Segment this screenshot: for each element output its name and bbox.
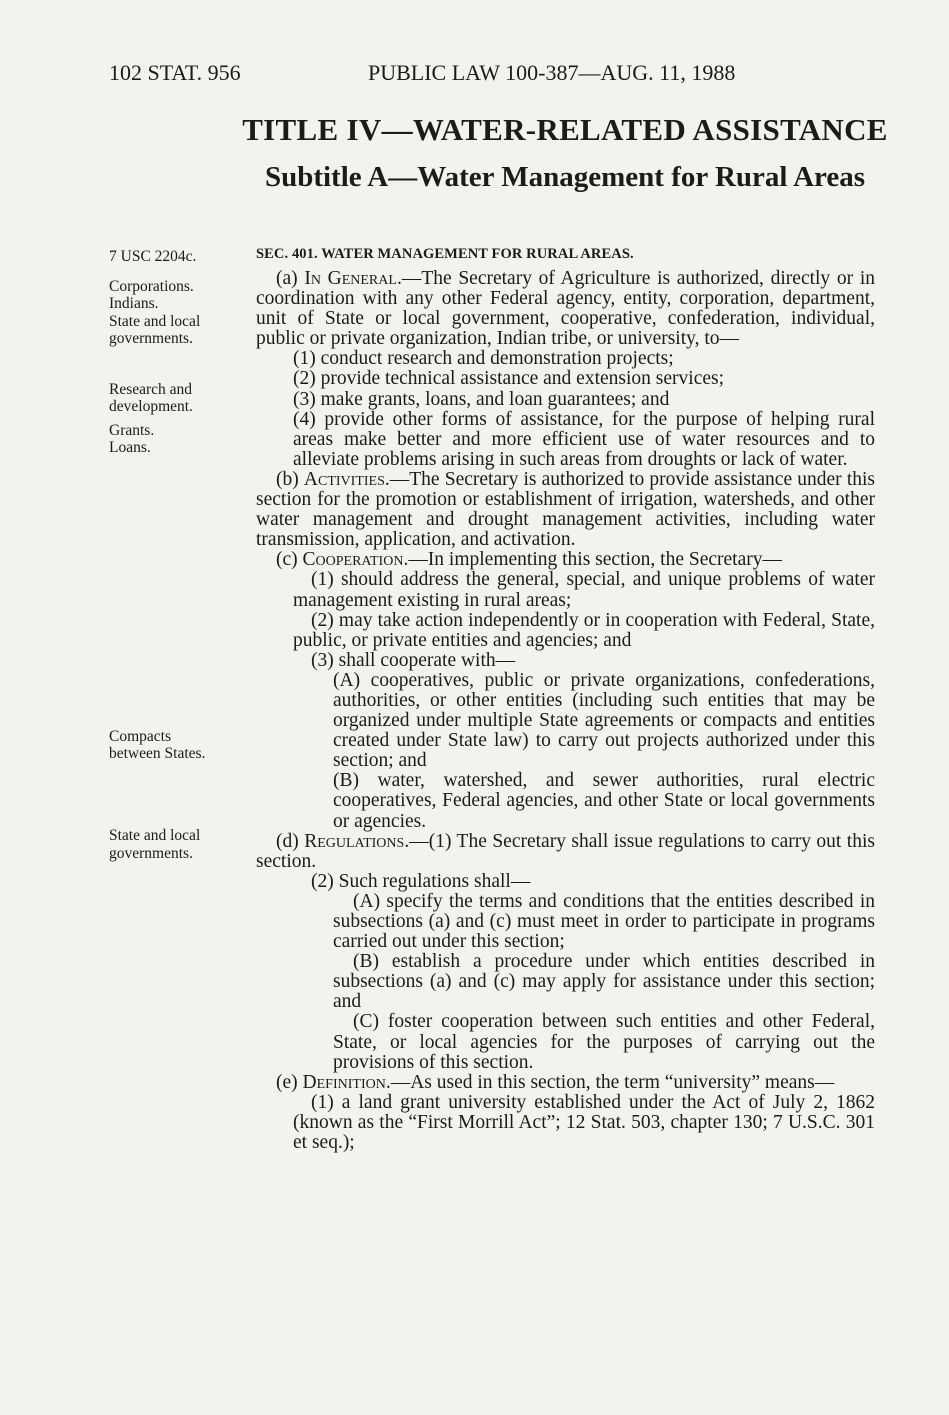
paragraph-a4: (4) provide other forms of assistance, for the purpose of helping rural areas make better and more efficient use of water resources and to alleviate problems arising in such areas from droughts or lack of water. (293, 408, 875, 470)
margin-note-usc: 7 USC 2204c. (109, 248, 197, 265)
subparagraph-d2A: (A) specify the terms and conditions that the entities described in subsections (a) and (c) must meet in order to participate in programs carried out under this section; (333, 890, 875, 953)
subsection-b-heading: Activities (303, 468, 385, 490)
margin-note-state-local-2a: State and local (109, 827, 201, 844)
paragraph-c3: (3) shall cooperate with— (311, 649, 516, 671)
paragraph-c2: (2) may take action independently or in cooperation with Federal, State, public, or private entities and agencies; and (293, 609, 875, 651)
margin-note-compacts-b: between States. (109, 745, 206, 762)
subsection-e-heading: Definition (302, 1071, 386, 1093)
subsection-c-text: .—In implementing this section, the Secretary— (403, 549, 782, 571)
margin-note-state-local-1a: State and local (109, 313, 201, 330)
section-body (256, 269, 875, 1153)
subsection-d-label: (d) (276, 830, 305, 852)
margin-note-research-a: Research and (109, 381, 193, 398)
paragraph-a3: (3) make grants, loans, and loan guarantees; and (293, 388, 670, 410)
subparagraph-d2B: (B) establish a procedure under which entities described in subsections (a) and (c) may apply for assistance under this section; and (333, 951, 875, 1013)
margin-note-state-local-1b: governments. (109, 330, 193, 347)
paragraph-a2: (2) provide technical assistance and extension services; (293, 368, 725, 390)
subsection-a-text: .—The Secretary of Agriculture is authorized, directly or in coordination with any other Federal agency, entity, corporation, department, unit of State or local government, cooperative, confederation, individual, public or private organization, Indian tribe, or university, to— (256, 268, 875, 350)
running-head: PUBLIC LAW 100-387—AUG. 11, 1988 (368, 60, 736, 85)
subsection-b (256, 470, 875, 550)
subsection-e-text: .—As used in this section, the term “university” means— (385, 1071, 835, 1093)
margin-note-grants: Grants. (109, 422, 155, 439)
margin-note-research-b: development. (109, 398, 193, 415)
subsection-d (256, 832, 875, 872)
subsection-e (256, 1073, 875, 1093)
subsection-b-text: .—The Secretary is authorized to provide assistance under this section for the promotion or establishment of irrigation, watersheds, and other water management and drought management activities, including water transmission, application, and activation. (256, 468, 876, 551)
margin-note-compacts-a: Compacts (109, 728, 171, 745)
subsection-c (256, 550, 875, 570)
margin-note-loans: Loans. (109, 439, 151, 456)
subsection-a-heading: In General (304, 268, 397, 289)
subsection-d-heading: Regulations (304, 830, 405, 852)
paragraph-a1: (1) conduct research and demonstration projects; (293, 348, 674, 370)
subsection-a (256, 269, 875, 349)
margin-note-indians: Indians. (109, 295, 159, 312)
subsection-d-text: .—(1) The Secretary shall issue regulations to carry out this section. (256, 830, 875, 872)
margin-note-corporations: Corporations. (109, 278, 194, 295)
title-heading: TITLE IV—WATER-RELATED ASSISTANCE (242, 112, 888, 147)
subsection-c-label: (c) (276, 549, 303, 571)
subsection-c-heading: Cooperation (302, 549, 404, 571)
paragraph-c1: (1) should address the general, special, and unique problems of water management existing in rural areas; (293, 569, 875, 611)
subparagraph-c3A: (A) cooperatives, public or private organizations, confederations, authorities, or other entities (including such entities that may be organized under multiple State agreements or compacts and entities created under State law) to carry out projects authorized under this section; and (333, 669, 875, 772)
subparagraph-c3B: (B) water, watershed, and sewer authorities, rural electric cooperatives, Federal agencies, and other State or local governments or agencies. (333, 770, 875, 832)
section-heading: SEC. 401. WATER MANAGEMENT FOR RURAL AREAS. (256, 246, 634, 262)
paragraph-e1: (1) a land grant university established under the Act of July 2, 1862 (known as the “First Morrill Act”; 12 Stat. 503, chapter 130; 7 U.S.C. 301 et seq.); (293, 1091, 875, 1154)
paragraph-d2: (2) Such regulations shall— (311, 870, 531, 892)
subsection-b-label: (b) (276, 468, 304, 490)
page-stat-number: 102 STAT. 956 (109, 60, 241, 85)
subsection-a-label: (a) (276, 268, 305, 289)
subparagraph-d2C: (C) foster cooperation between such entities and other Federal, State, or local agencies for the purposes of carrying out the provisions of this section. (333, 1011, 875, 1073)
subtitle-heading: Subtitle A—Water Management for Rural Areas (264, 161, 866, 193)
margin-note-state-local-2b: governments. (109, 845, 193, 862)
subsection-e-label: (e) (276, 1071, 303, 1093)
